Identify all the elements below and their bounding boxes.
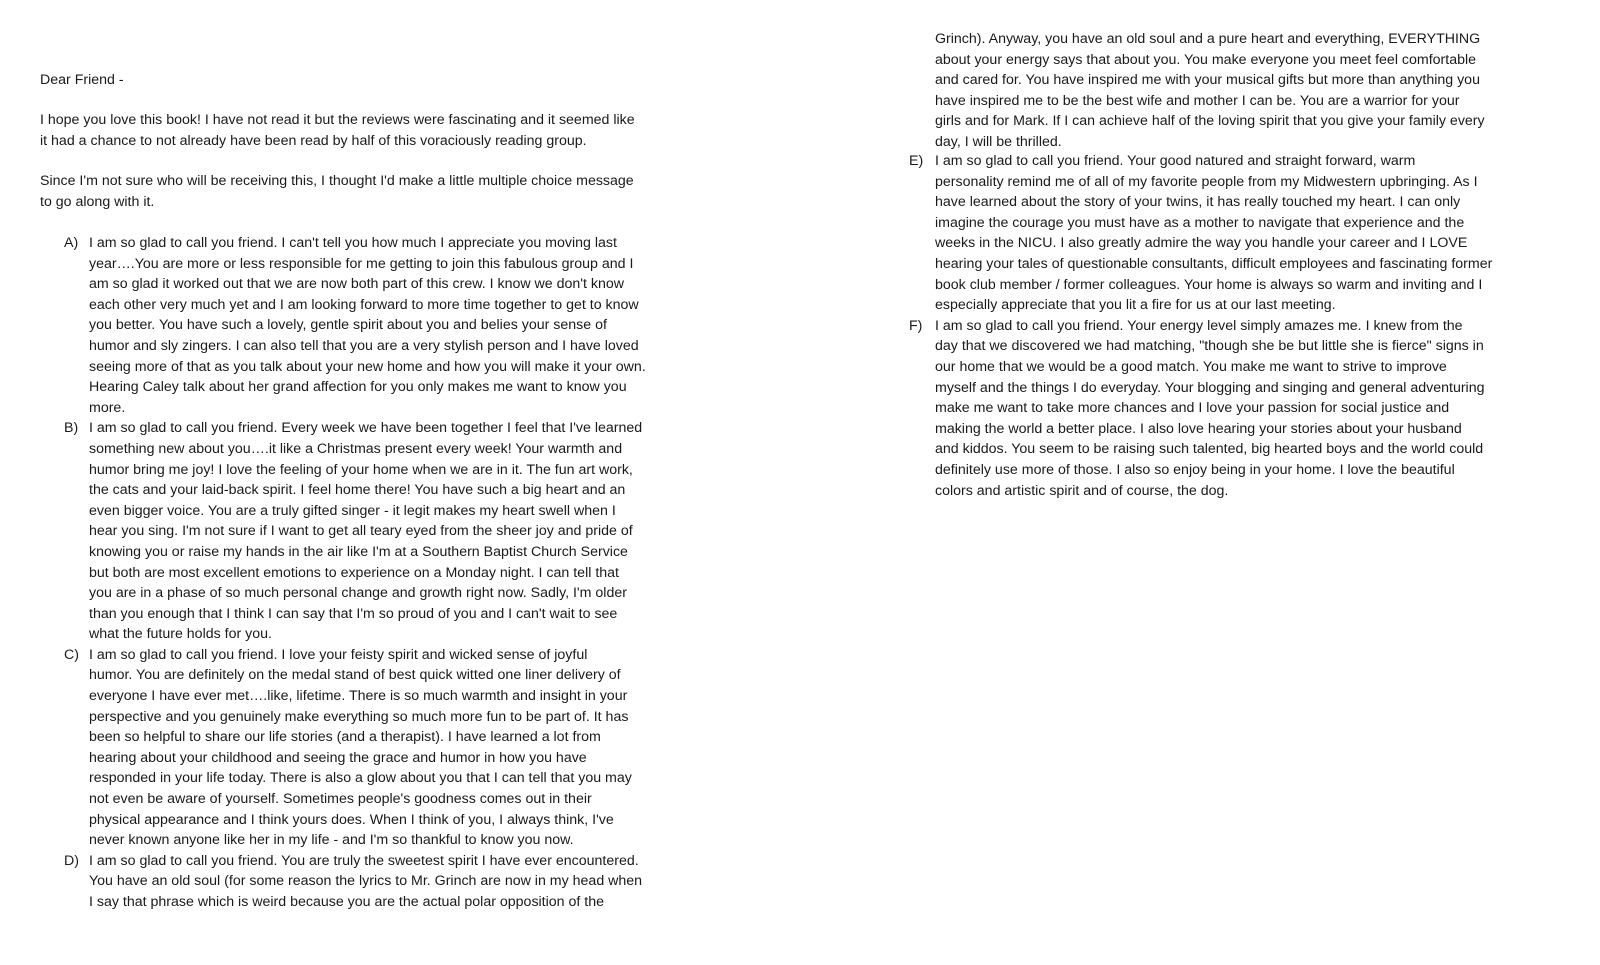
text-line: but both are most excellent emotions to experience on a Monday night. I can tell that [89, 564, 619, 581]
letter-greeting: Dear Friend - [40, 72, 124, 88]
choice-letter: E) [909, 153, 924, 169]
text-line: not even be aware of yourself. Sometimes people's goodness comes out in their [89, 791, 592, 808]
text-line: than you enough that I think I can say that I'm so proud of you and I can't wait to see [89, 605, 618, 622]
text-line: never known anyone like her in my life - and I'm so thankful to know you now. [89, 832, 574, 849]
choice-letter: A) [64, 235, 79, 251]
text-line: have learned about the story of your twins, it has really touched my heart. I can only [935, 194, 1461, 211]
text-line: am so glad it worked out that we are now both part of this crew. I know we don't know [89, 276, 625, 293]
text-line: Grinch). Anyway, you have an old soul and a pure heart and everything, EVERYTHING [935, 31, 1481, 47]
choice-list-right [909, 151, 1539, 501]
text-line: hearing about your childhood and seeing the grace and humor in how you have [89, 749, 587, 766]
text-line: and cared for. You have inspired me with your musical gifts but more than anything you [935, 72, 1480, 89]
text-line: hearing your tales of questionable consultants, difficult employees and fascinating former [935, 255, 1493, 272]
text-line: everyone I have ever met….like, lifetime. There is so much warmth and insight in your [89, 688, 628, 705]
text-line: the cats and your laid-back spirit. I feel home there! You have such a big heart and an [89, 482, 626, 499]
text-line: and kiddos. You seem to be raising such talented, big hearted boys and the world could [935, 441, 1484, 458]
text-line: even bigger voice. You are a truly gifted singer - it legit makes my heart swell when I [89, 502, 616, 519]
text-line: day that we discovered we had matching, "though she be but little she is fierce" signs in [935, 338, 1484, 355]
choice-letter: F) [909, 317, 923, 334]
text-line: humor and sly zingers. I can also tell that you are a very stylish person and I have loved [89, 337, 639, 354]
text-line: humor. You are definitely on the medal stand of best quick witted one liner delivery of [89, 667, 621, 684]
choice-option-b [40, 418, 740, 645]
text-line: imagine the courage you must have as a mother to navigate that experience and the [935, 214, 1465, 231]
text-line: definitely use more of those. I also so enjoy being in your home. I love the beautiful [935, 461, 1455, 478]
intro-paragraph-2 [40, 171, 700, 212]
text-line: myself and the things I do everyday. Your blogging and singing and general adventuring [935, 379, 1485, 396]
text-line: Hearing Caley talk about her grand affection for you only makes me want to know you [89, 379, 627, 396]
text-line: You have an old soul (for some reason the lyrics to Mr. Grinch are now in my head when [89, 873, 643, 890]
choice-letter: B) [64, 420, 79, 437]
choice-option-f [909, 316, 1539, 501]
text-line: physical appearance and I think yours does. When I think of you, I always think, I've [89, 811, 614, 828]
text-line: you are in a phase of so much personal change and growth right now. Sadly, I'm older [89, 585, 627, 602]
intro-paragraph-1 [40, 110, 700, 151]
text-line: knowing you or raise my hands in the air like I'm at a Southern Baptist Church Service [89, 543, 628, 560]
text-line: day, I will be thrilled. [935, 133, 1062, 150]
choice-option-a [40, 233, 740, 418]
text-line: weeks in the NICU. I also greatly admire the way you handle your career and I LOVE [935, 235, 1468, 252]
text-line: hear you sing. I'm not sure if I want to get all teary eyed from the sheer joy and pride of [89, 523, 633, 540]
text-line: personality remind me of all of my favorite people from my Midwestern upbringing. As I [935, 173, 1478, 190]
text-line: to go along with it. [40, 193, 155, 210]
text-line: I am so glad to call you friend. Every week we have been together I feel that I've learned [89, 420, 643, 437]
text-line: make me want to take more chances and I love your passion for social justice and [935, 400, 1450, 417]
text-line: perspective and you genuinely make everything so much more fun to be part of. It has [89, 708, 629, 725]
choice-option-e [909, 151, 1539, 316]
choice-letter: C) [64, 646, 79, 663]
text-line: seeing more of that as you talk about your new home and how you will make it your own. [89, 358, 646, 375]
text-line: each other very much yet and I am looking forward to more time together to get to know [89, 296, 639, 313]
text-line: it had a chance to not already have been read by half of this voraciously reading group. [40, 132, 587, 149]
text-line: about your energy says that about you. You make everyone you meet feel comfortable [935, 51, 1477, 68]
text-line: girls and for Mark. If I can achieve half of the loving spirit that you give your family every [935, 113, 1485, 130]
text-line: humor bring me joy! I love the feeling of your home when we are in it. The fun art work, [89, 461, 633, 478]
text-line: I am so glad to call you friend. Your good natured and straight forward, warm [935, 153, 1416, 169]
text-line: you better. You have such a lovely, gentle spirit about you and belies your sense of [89, 317, 607, 334]
choice-option-d [40, 851, 740, 913]
text-line: year….You are more or less responsible for me getting to join this fabulous group and I [89, 255, 634, 272]
text-line: something new about you….it like a Christmas present every week! Your warmth and [89, 440, 623, 457]
choice-option-c [40, 645, 740, 851]
text-line: especially appreciate that you lit a fire for us at our last meeting. [935, 297, 1336, 314]
text-line: been so helpful to share our life stories (and a therapist). I have learned a lot from [89, 729, 601, 746]
text-line: I am so glad to call you friend. I love your feisty spirit and wicked sense of joyful [89, 646, 588, 663]
text-line: I am so glad to call you friend. I can't tell you how much I appreciate you moving last [89, 235, 617, 251]
text-line: making the world a better place. I also love hearing your stories about your husband [935, 420, 1462, 437]
text-line: colors and artistic spirit and of course, the dog. [935, 482, 1229, 499]
text-line: have inspired me to be the best wife and mother I can be. You are a warrior for your [935, 92, 1460, 109]
text-line: more. [89, 399, 126, 416]
choice-letter: D) [64, 852, 79, 869]
text-line: book club member / former colleagues. Your home is always so warm and inviting and I [935, 276, 1483, 293]
option-d-continued [935, 29, 1535, 153]
text-line: I hope you love this book! I have not read it but the reviews were fascinating and it seemed like [40, 112, 635, 128]
text-line: what the future holds for you. [89, 626, 272, 643]
text-line: Since I'm not sure who will be receiving this, I thought I'd make a little multiple choice message [40, 173, 634, 189]
text-line: I am so glad to call you friend. You are truly the sweetest spirit I have ever encountered. [89, 852, 639, 869]
text-line: our home that we would be a good match. You make me want to strive to improve [935, 358, 1447, 375]
text-line: responded in your life today. There is also a glow about you that I can tell that you may [89, 770, 632, 787]
text-line: I say that phrase which is weird because you are the actual polar opposition of the [89, 894, 604, 910]
text-line: I am so glad to call you friend. Your energy level simply amazes me. I knew from the [935, 317, 1463, 334]
choice-list-left [40, 233, 740, 913]
